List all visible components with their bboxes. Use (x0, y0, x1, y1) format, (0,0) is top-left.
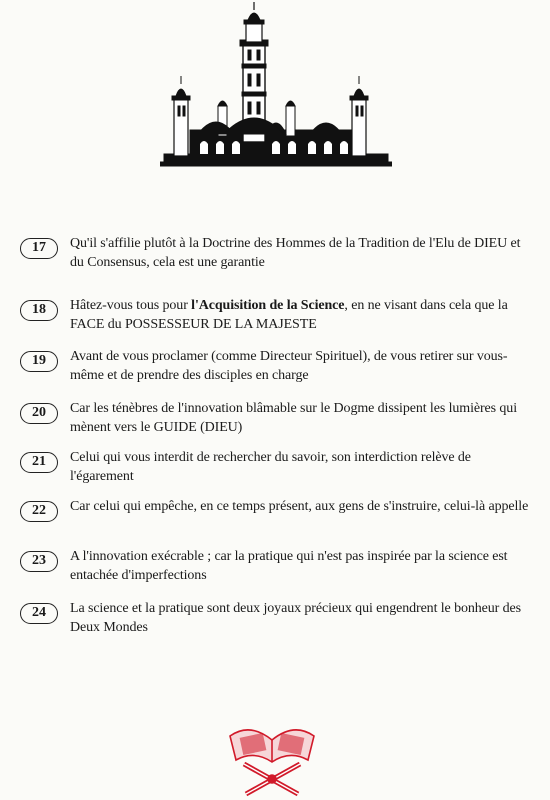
verse-text-bold: l'Acquisition de la Science (191, 298, 345, 313)
verse-number-badge: 19 (20, 351, 58, 372)
verse-number-badge: 20 (20, 403, 58, 424)
verse-text: Car celui qui empêche, en ce temps présent, aux gens de s'instruire, celui-là appelle (70, 499, 529, 514)
verse-text: Avant de vous proclamer (comme Directeur Spirituel), de vous retirer sur vous-même et de prendre des disciples en charge (70, 349, 508, 383)
verse-number-badge: 17 (20, 238, 58, 259)
verse-text: Car les ténèbres de l'innovation blâmable sur le Dogme dissipent les lumières qui mènent vers le GUIDE (DIEU) (70, 401, 517, 435)
open-quran-on-stand-icon (222, 714, 322, 798)
verse-number-badge: 24 (20, 603, 58, 624)
mosque-illustration (160, 2, 392, 170)
verse-text-part: Hâtez-vous tous pour (70, 298, 192, 313)
verse-text: Celui qui vous interdit de rechercher du savoir, son interdiction relève de l'égarement (70, 450, 471, 484)
verse-number-badge: 22 (20, 501, 58, 522)
verse-text (70, 296, 535, 334)
verse-text: La science et la pratique sont deux joyaux précieux qui engendrent le bonheur des Deux Mondes (70, 601, 522, 635)
verse-number-badge: 21 (20, 452, 58, 473)
verse-number-badge: 23 (20, 551, 58, 572)
verse-number-badge: 18 (20, 300, 58, 321)
verse-text: A l'innovation exécrable ; car la pratique qui n'est pas inspirée par la science est entachée d'imperfections (70, 549, 508, 583)
verse-text: Qu'il s'affilie plutôt à la Doctrine des Hommes de la Tradition de l'Elu de DIEU et du Consensus, cela est une garantie (70, 236, 521, 270)
verse-text-part: , en ne visant dans cela que la FACE du POSSESSEUR DE LA MAJESTE (70, 298, 508, 332)
